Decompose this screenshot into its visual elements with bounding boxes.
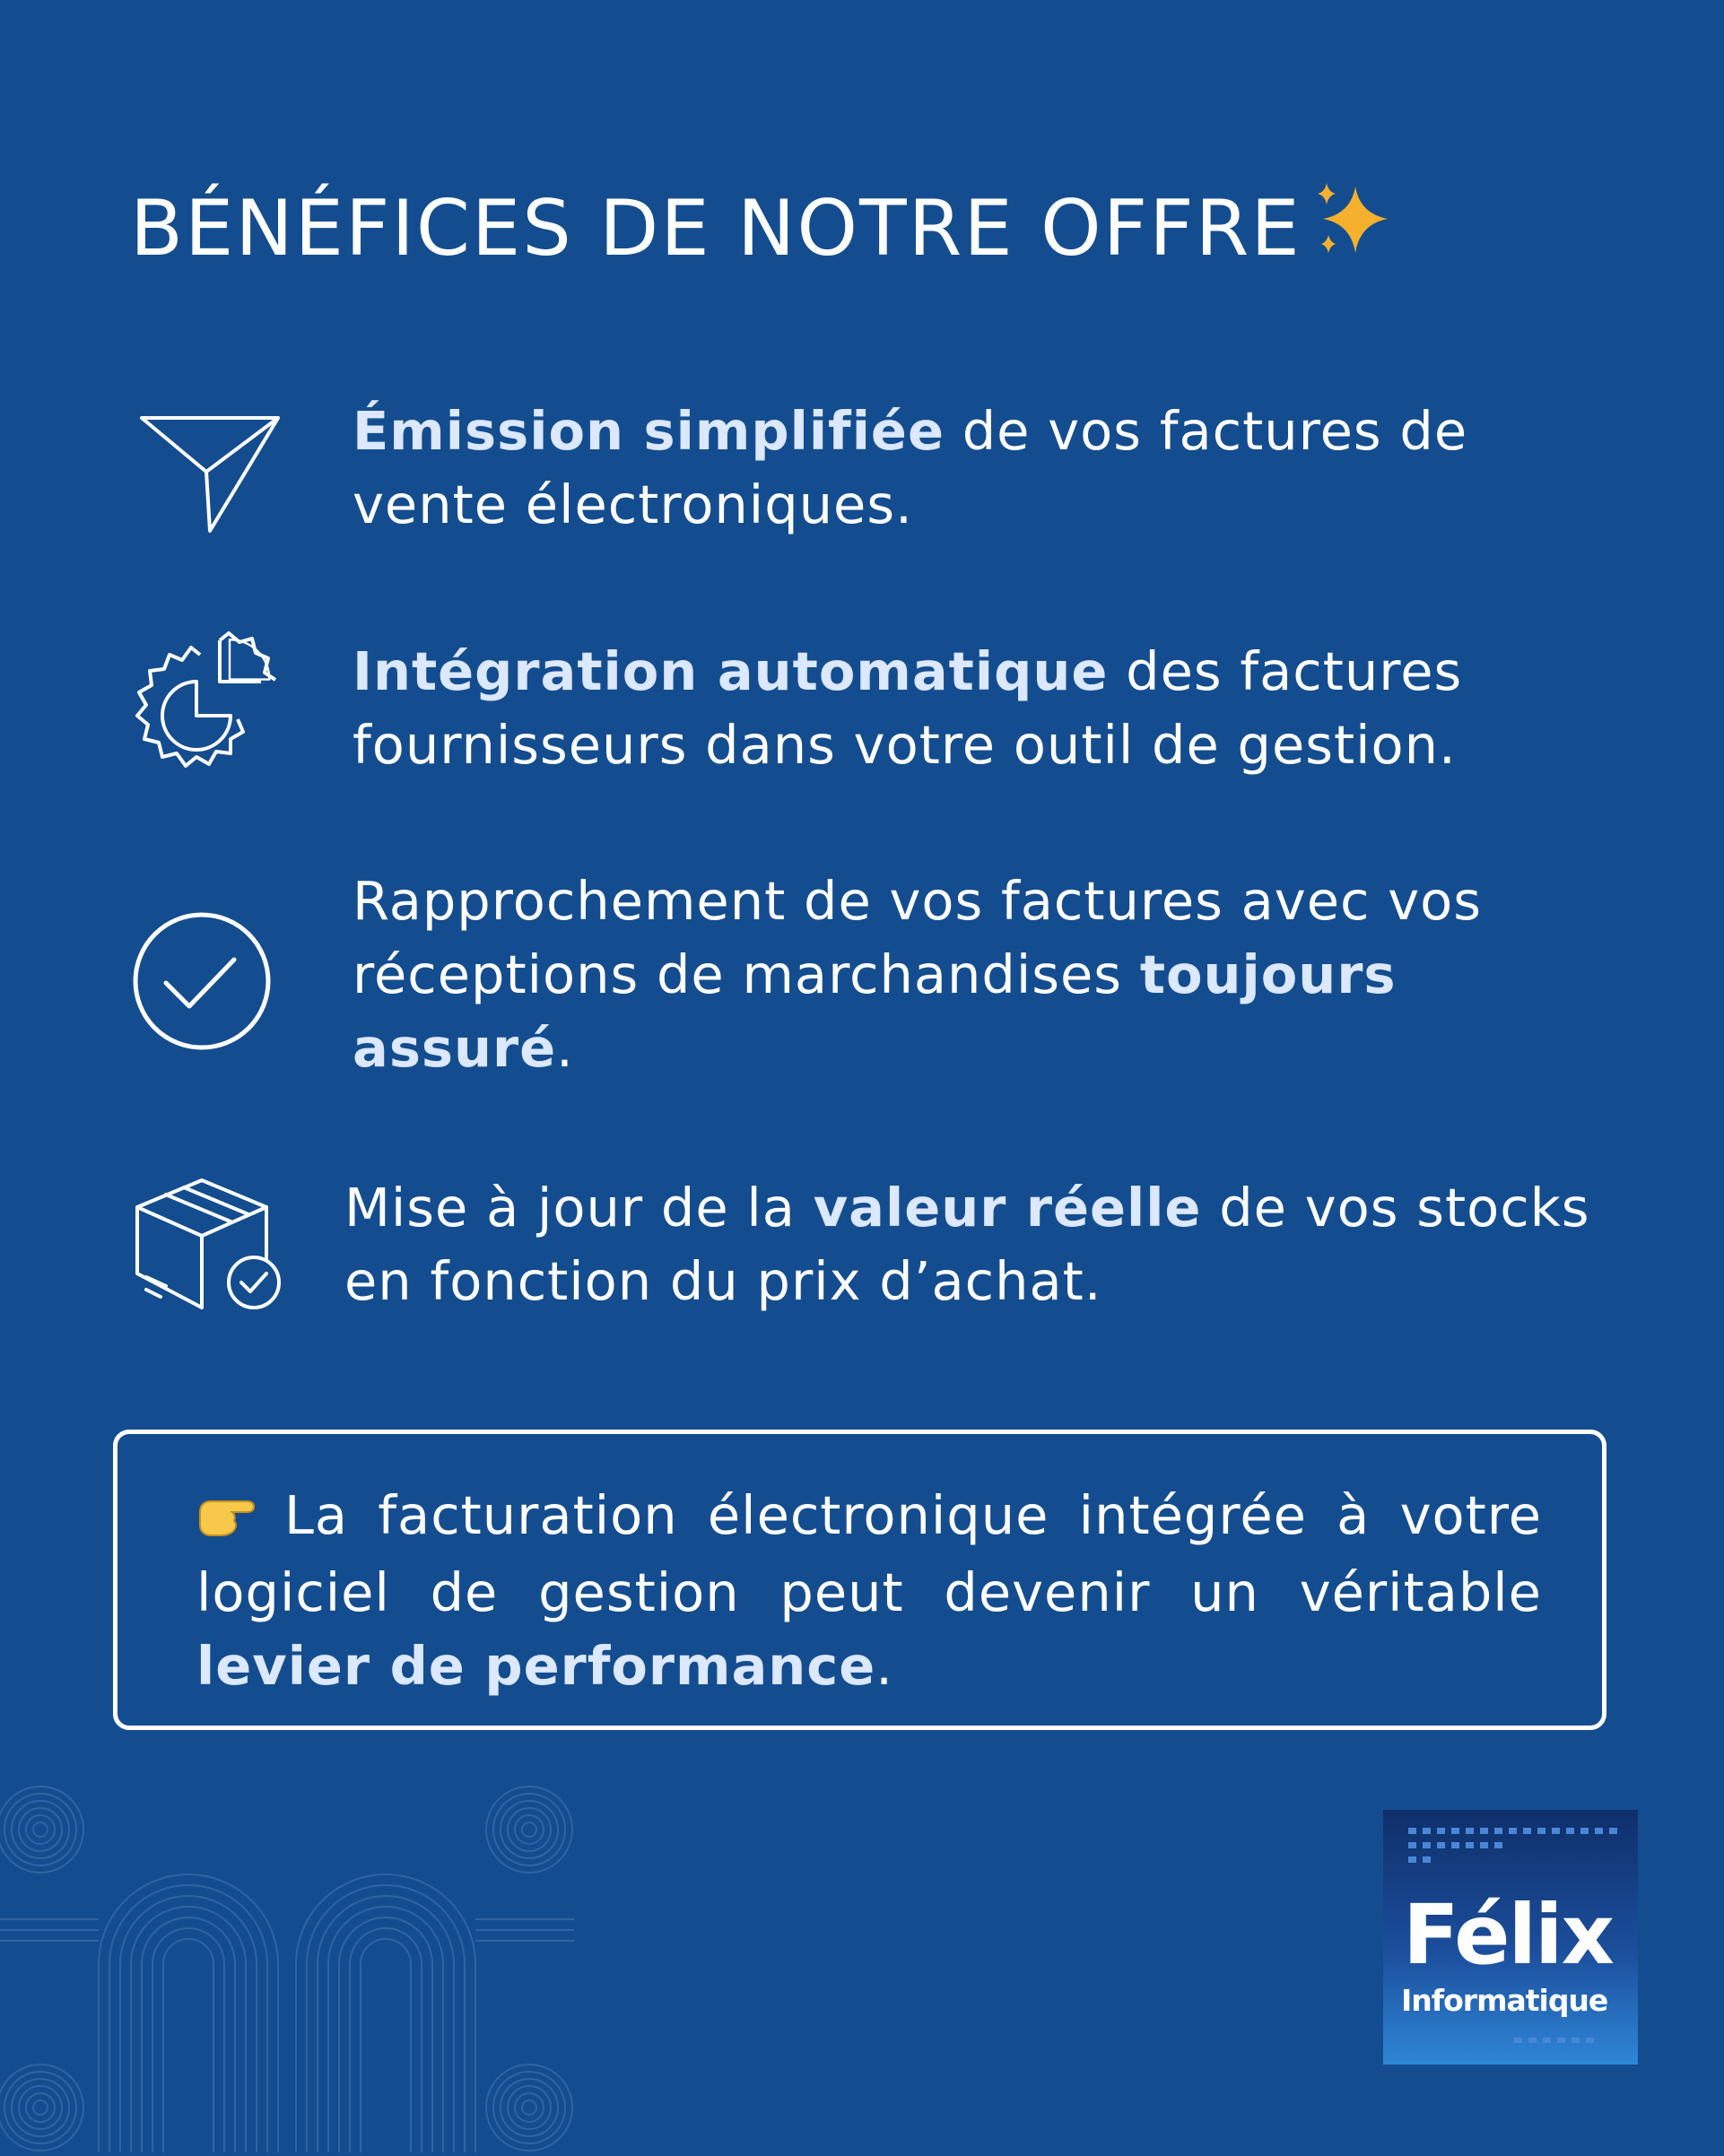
decorative-pattern — [0, 1785, 592, 2156]
box-check-icon — [130, 1173, 292, 1320]
logo-subtitle: Informatique — [1401, 1983, 1608, 2018]
pointing-hand-icon — [196, 1482, 259, 1556]
target-circle-top-right — [486, 1787, 572, 1873]
target-circle-top-left — [0, 1787, 83, 1873]
benefit-text: Rapprochement de vos factures avec vos réceptions de marchandises toujours assuré. — [353, 870, 1482, 1079]
benefit-text: Émission simplifiée de vos factures de vente électroniques. — [353, 400, 1468, 535]
benefit-text: Intégration automatique des factures fournisseurs dans votre outil de gestion. — [353, 640, 1463, 776]
title-text: BÉNÉFICES DE NOTRE OFFRE — [130, 184, 1302, 274]
arches — [0, 1874, 574, 2152]
page-title — [130, 179, 1400, 279]
sparkles-icon — [1310, 179, 1400, 279]
target-circle-bottom-right — [486, 2065, 572, 2151]
callout-box — [113, 1430, 1606, 1730]
callout-text: La facturation électronique intégrée à votre logiciel de gestion peut devenir un véritable levier de performance. — [196, 1484, 1542, 1697]
send-icon — [135, 404, 287, 542]
benefit-text: Mise à jour de la valeur réelle de vos stocks en fonction du prix d’achat. — [344, 1177, 1590, 1312]
target-circle-bottom-left — [0, 2065, 83, 2151]
logo-brand: Félix — [1403, 1887, 1613, 1983]
felix-informatique-logo — [1383, 1810, 1638, 2065]
gear-chart-icon — [130, 628, 292, 793]
check-circle-icon — [130, 909, 274, 1056]
